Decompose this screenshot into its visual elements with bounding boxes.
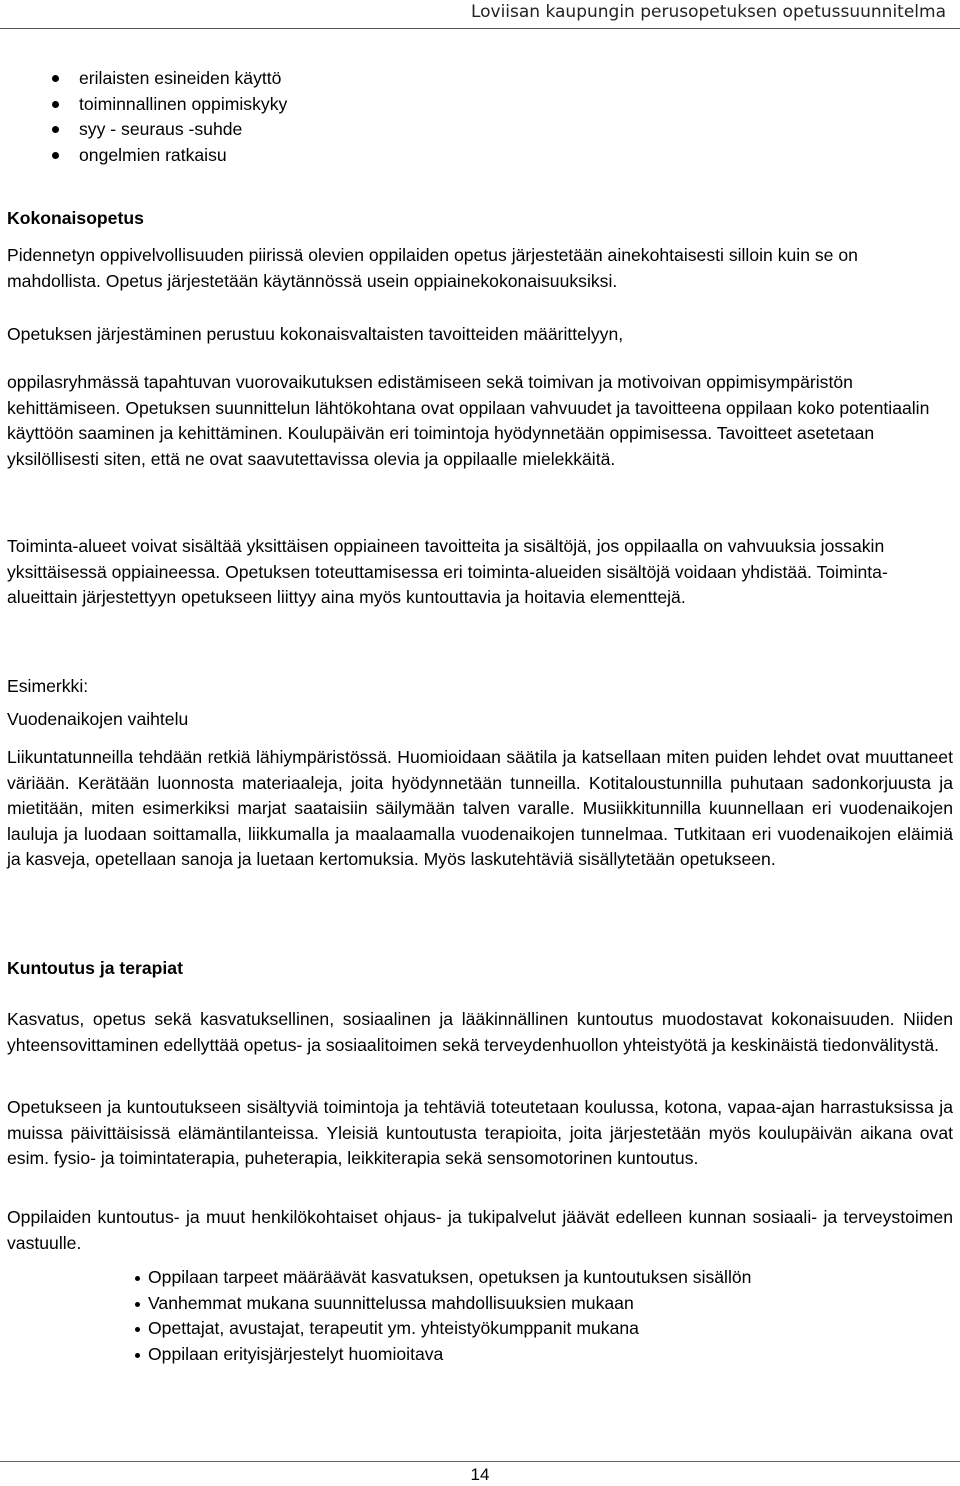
list-item-text: Opettajat, avustajat, terapeutit ym. yhteistyökumppanit mukana [148,1318,639,1338]
list-item-text: toiminnallinen oppimiskyky [79,93,288,114]
paragraph-opetuksen-jarjestaminen: oppilasryhmässä tapahtuvan vuorovaikutuksen edistämiseen sekä toimivan ja motivoivan oppimisympäristön kehittämiseen. Opetuksen suunnittelun lähtökohtana ovat oppilaan vahvuudet ja tavoitteena oppilaan koko potentiaalin käyttöön saaminen ja kehittäminen. Koulupäivän eri toimintoja hyödynnetään oppimisessa. Tavoitteet asetetaan yksilöllisesti siten, että ne ovat saavutettavissa olevia ja oppilaalle mielekkäitä. [7,372,930,469]
bullet-icon [135,1276,140,1281]
list-item [79,92,287,118]
paragraph-example-body: Liikuntatunneilla tehdään retkiä lähiympäristössä. Huomioidaan säätila ja katsellaan miten puiden lehdet ovat muuttaneet väriään. Kerätään luonnosta materiaaleja, joita hyödynnetään tunneilla. Kotitaloustunnilla puhutaan sadonkorjuusta ja mietitään, miten esimerkiksi marjat saataisiin säilymään talven varalle. Musiikkitunnilla kuunnellaan eri vuodenaikojen lauluja ja luodaan soittamalla, liikkumalla ja maalaamalla vuodenaikojen tunnelmaa. Tutkitaan eri vuodenaikojen eläimiä ja kasveja, opetellaan sanoja ja luetaan kertomuksia. Myös laskutehtäviä sisällytetään opetukseen. [7,747,953,869]
example-subheading: Vuodenaikojen vaihtelu [7,709,189,729]
list-item-text: Vanhemmat mukana suunnittelussa mahdollisuuksien mukaan [148,1292,634,1313]
paragraph-kuntoutus-toiminnot: Opetukseen ja kuntoutukseen sisältyviä toimintoja ja tehtäviä toteutetaan koulussa, kotona, vapaa-ajan harrastuksissa ja muissa päivittäisissä elämäntilanteissa. Yleisiä kuntoutusta terapioita, joita järjestetään myös koulupäivän aikana ovat esim. fysio- ja toimintaterapia, puheterapia, leikkiterapia sekä sensomotorinen kuntoutus. [7,1097,953,1168]
bullet-icon [135,1302,140,1307]
list-item-text: Oppilaan tarpeet määräävät kasvatuksen, opetuksen ja kuntoutuksen sisällön [148,1267,752,1287]
bullet-icon [52,126,59,133]
example-label: Esimerkki: [7,676,89,696]
bullet-icon [135,1353,140,1358]
paragraph-opetuksen-jarjestaminen-first-line: Opetuksen järjestäminen perustuu kokonaisvaltaisten tavoitteiden määrittelyyn, [7,324,624,344]
page-number: 14 [470,1465,490,1484]
bullet-icon [52,101,59,108]
footer-divider [0,1461,960,1462]
ability-list [79,66,287,168]
paragraph-kokonaisopetus-intro: Pidennetyn oppivelvollisuuden piirissä olevien oppilaiden opetus järjestetään ainekohtaisesti silloin kuin se on mahdollista. Opetus järjestetään käytännössä usein oppiainekokonaisuuksiksi. [7,245,858,291]
list-item [148,1265,751,1291]
list-item [148,1342,751,1368]
list-item-text: ongelmien ratkaisu [79,144,227,165]
list-item-text: Oppilaan erityisjärjestelyt huomioitava [148,1343,444,1364]
list-item [148,1291,751,1317]
paragraph-toiminta-alueet: Toiminta-alueet voivat sisältää yksittäisen oppiaineen tavoitteita ja sisältöjä, jos oppilaalla on vahvuuksia jossakin yksittäisessä oppiaineessa. Opetuksen toteuttamisessa eri toiminta-alueiden sisältöjä voidaan yhdistää. Toiminta-alueittain järjestettyyn opetukseen liittyy aina myös kuntouttavia ja hoitavia elementtejä. [7,536,888,607]
section-heading-kuntoutus: Kuntoutus ja terapiat [7,958,183,978]
paragraph-kuntoutus-vastuu: Oppilaiden kuntoutus- ja muut henkilökohtaiset ohjaus- ja tukipalvelut jäävät edelleen kunnan sosiaali- ja terveystoimen vastuulle. [7,1207,953,1253]
bullet-icon [52,152,59,159]
section-heading-kokonaisopetus: Kokonaisopetus [7,208,144,228]
bullet-icon [135,1327,140,1332]
list-item-text: syy - seuraus -suhde [79,119,243,139]
list-item-text: erilaisten esineiden käyttö [79,68,282,88]
paragraph-kuntoutus-intro: Kasvatus, opetus sekä kasvatuksellinen, sosiaalinen ja lääkinnällinen kuntoutus muodostavat kokonaisuuden. Niiden yhteensovittaminen edellyttää opetus- ja sosiaalitoimen sekä terveydenhuollon yhteistyötä ja keskinäistä tiedonvälitystä. [7,1009,953,1055]
list-item [79,143,287,169]
bullet-icon [52,75,59,82]
list-item [79,117,287,143]
rehabilitation-principles-list [148,1265,751,1367]
header-divider [0,28,960,29]
list-item [79,66,287,92]
document-header-title: Loviisan kaupungin perusopetuksen opetussuunnitelma [470,2,946,22]
list-item [148,1316,751,1342]
